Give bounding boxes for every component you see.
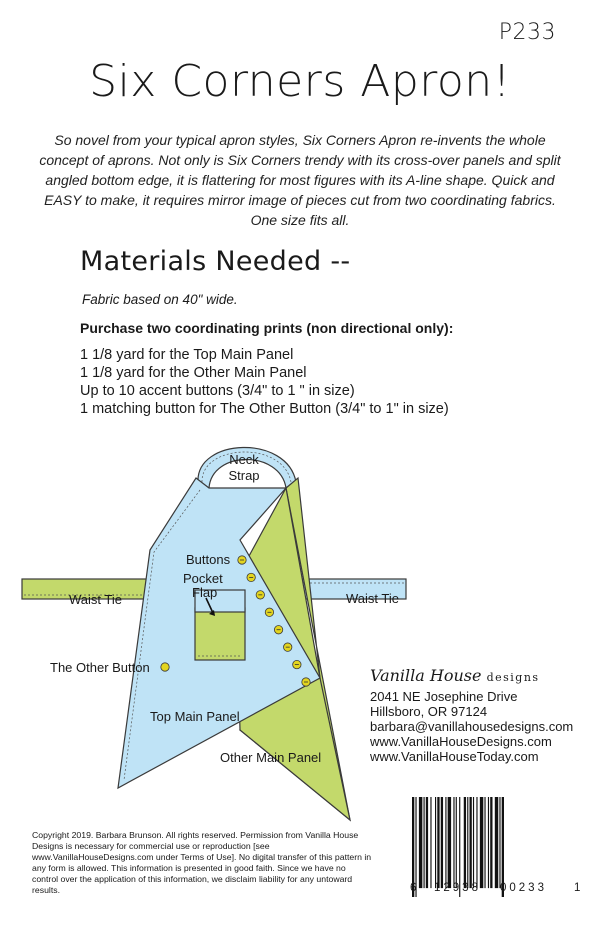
other-main-panel-label: Other Main Panel — [220, 750, 322, 765]
pattern-code: P233 — [498, 20, 556, 45]
materials-item: Up to 10 accent buttons (3/4" to 1 " in size) — [80, 383, 355, 399]
materials-list — [80, 346, 449, 418]
company-logo — [370, 668, 573, 685]
company-website[interactable]: www.VanillaHouseToday.com — [370, 749, 539, 764]
materials-item: 1 matching button for The Other Button (3/4" to 1" in size) — [80, 401, 449, 417]
materials-item: 1 1/8 yard for the Other Main Panel — [80, 365, 307, 381]
company-name-suffix: designs — [486, 671, 540, 684]
barcode-digit-group: 00233 — [500, 882, 547, 894]
materials-item: 1 1/8 yard for the Top Main Panel — [80, 347, 294, 363]
pocket-flap-label: Flap — [192, 585, 218, 600]
barcode-digit-group: 12938 — [434, 882, 481, 894]
neck-strap-label: Strap — [228, 468, 260, 483]
company-address-line: 2041 NE Josephine Drive — [370, 689, 518, 704]
waist-tie-right-label: Waist Tie — [346, 591, 399, 606]
company-address-line: Hillsboro, OR 97124 — [370, 704, 488, 719]
fabric-note: Fabric based on 40" wide. — [82, 292, 238, 307]
apron-diagram — [0, 430, 600, 830]
barcode-digit-first: 6 — [410, 882, 417, 894]
pocket-flap-label: Pocket — [183, 571, 223, 586]
page-title: Six Corners Apron! — [89, 56, 511, 107]
intro-paragraph: So novel from your typical apron styles, Six Corners Apron re-invents the whole concept of aprons. Not only is Six Corners trendy with its cross-over panels and split angled bottom edge, it is flattering for most figures with its A-line shape. Quick and EASY to make, it requires mirror image of pieces cut from two coordinating fabrics. One size fits all. — [39, 132, 561, 228]
top-main-panel-label: Top Main Panel — [150, 709, 240, 724]
copyright-notice: Copyright 2019. Barbara Brunson. All rights reserved. Permission from Vanilla House Designs is necessary for commercial use or reproduction [see www.VanillaHouseDesigns.com under Terms of Use]. No digital transfer of this pattern in any form is allowed. This information is presented in good faith. Since we have no control over the application of this information, we disclaim liability for any untoward results. — [32, 830, 372, 895]
company-email[interactable]: barbara@vanillahousedesigns.com — [370, 719, 574, 734]
barcode-digit-last: 1 — [574, 882, 581, 894]
purchase-heading: Purchase two coordinating prints (non directional only): — [80, 320, 454, 336]
materials-heading: Materials Needed -- — [80, 246, 351, 277]
other-button-icon — [161, 663, 169, 671]
buttons-label: Buttons — [186, 552, 231, 567]
neck-strap-label: Neck — [229, 452, 259, 467]
waist-tie-left-label: Waist Tie — [69, 592, 122, 607]
pocket-shape — [195, 608, 245, 660]
company-website[interactable]: www.VanillaHouseDesigns.com — [370, 734, 552, 749]
other-button-label: The Other Button — [50, 660, 150, 675]
company-name-script: Vanilla House — [370, 666, 482, 685]
company-info — [370, 668, 573, 764]
